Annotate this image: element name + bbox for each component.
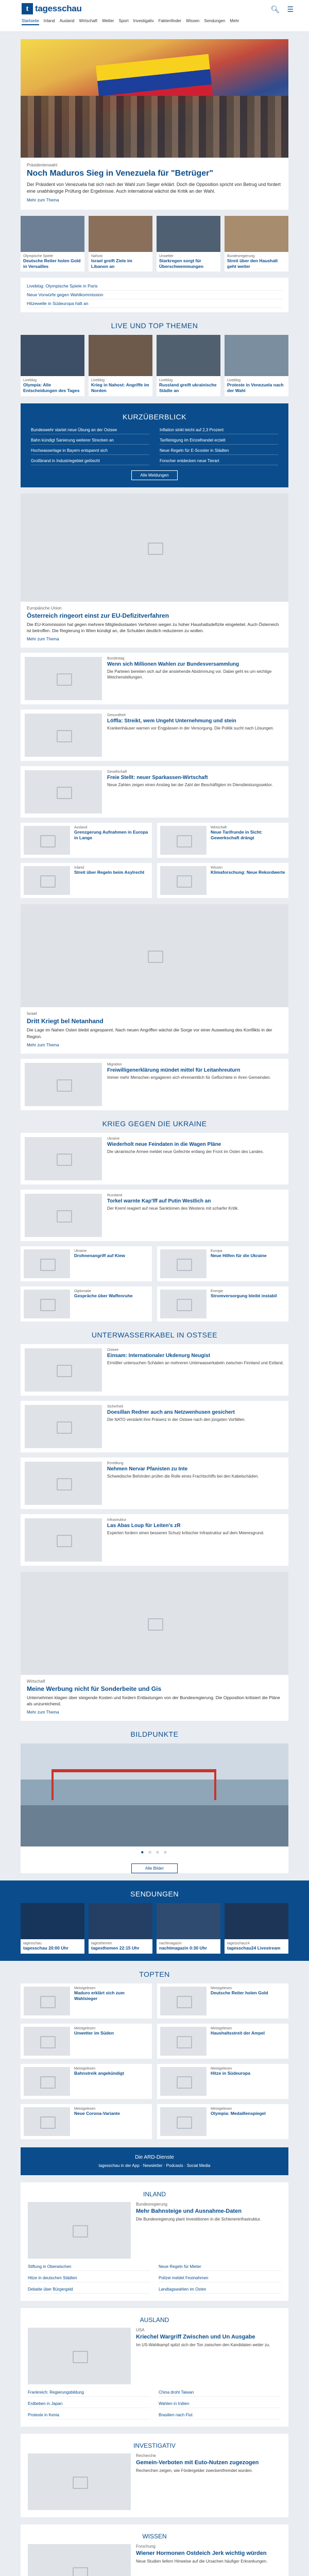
- grid-item[interactable]: [21, 2104, 152, 2139]
- list-title[interactable]: Doesillan Redner auch ans Netzwenhusen gesichert: [107, 1409, 235, 1415]
- card-israel[interactable]: [21, 904, 288, 1054]
- image-placeholder: [160, 2067, 207, 2096]
- main-card[interactable]: [21, 494, 288, 648]
- bullet-link[interactable]: Neue Vorwürfe gegen Wahlkommission: [27, 291, 282, 299]
- image-placeholder: [160, 1249, 207, 1278]
- nav-item[interactable]: Startseite: [22, 19, 39, 25]
- hero-title[interactable]: Noch Maduros Sieg in Venezuela für "Betrüger": [27, 169, 213, 178]
- bullet-link[interactable]: Hitzewelle in Südeuropa hält an: [27, 299, 282, 308]
- grid-kicker: Wissen: [211, 866, 222, 870]
- list-desc: Neue Zahlen zeigen einen Anstieg bei der Zahl der Beschäftigten im Dienstleistungssektor.: [107, 783, 273, 788]
- image-placeholder: [28, 2544, 131, 2576]
- sendung-image: [89, 1903, 152, 1939]
- image-placeholder: [28, 2202, 131, 2259]
- card-more-link[interactable]: Mehr zum Thema: [27, 1710, 59, 1715]
- grid-item[interactable]: [21, 1286, 152, 1321]
- list-desc: Der Kreml reagiert auf neue Sanktionen des Westens mit scharfer Kritik.: [107, 1206, 239, 1211]
- section-heading-sendungen: SENDUNGEN: [130, 1890, 179, 1899]
- bullet-links: [21, 278, 288, 312]
- image-placeholder: [21, 1572, 288, 1675]
- list-item[interactable]: [21, 1458, 288, 1509]
- list-title[interactable]: Wiederholt neue Feindaten in die Wagen Pläne: [107, 1141, 221, 1147]
- live-card[interactable]: [89, 335, 152, 396]
- grid-kicker: Meistgelesen: [74, 2027, 96, 2031]
- list-desc: Ermittler untersuchen Schäden an mehreren Unterwasserkabeln zwischen Finnland und Estland.: [107, 1360, 284, 1365]
- image-placeholder: [25, 770, 102, 814]
- nav-item[interactable]: Investigativ: [133, 19, 154, 23]
- list-kicker: Sicherheit: [107, 1404, 124, 1409]
- bildpunkte-gallery[interactable]: [21, 1743, 288, 1873]
- category-link[interactable]: Polizei meldet Festnahmen: [159, 2274, 281, 2282]
- list-item[interactable]: [21, 766, 288, 818]
- list-kicker: Gesundheit: [107, 714, 126, 718]
- section-heading-ostsee: UNTERWASSERKABEL IN OSTSEE: [91, 1330, 218, 1339]
- category-desc: Recherchen zeigen, wie Fördergelder zweckentfremdet wurden.: [136, 2468, 253, 2473]
- live-image: [157, 335, 220, 376]
- card-more-link[interactable]: Mehr zum Thema: [27, 637, 59, 642]
- teaser-title[interactable]: Starkregen sorgt für Überschwemmungen: [159, 258, 203, 269]
- sendungen-section: [0, 1880, 309, 1961]
- section-heading-kurz: KURZÜBERBLICK: [123, 412, 186, 421]
- live-title[interactable]: Proteste in Venezuela nach der Wahl: [227, 382, 284, 393]
- grid-title[interactable]: Gespräche über Waffenruhe: [74, 1293, 133, 1298]
- nav-item[interactable]: Inland: [43, 19, 55, 23]
- image-placeholder: [25, 1063, 102, 1106]
- card-wirtschaft[interactable]: [21, 1572, 288, 1721]
- sendung-card[interactable]: [21, 1903, 84, 1954]
- sendung-card[interactable]: [89, 1903, 152, 1954]
- grid-kicker: Energie: [211, 1289, 224, 1293]
- nav-item[interactable]: Wetter: [102, 19, 114, 23]
- services-title: Die ARD-Dienste: [135, 2155, 174, 2161]
- sendung-kicker: tagesschau: [23, 1942, 42, 1946]
- list-title[interactable]: Las Abas Loup für Leiten's zR: [107, 1522, 181, 1529]
- category-heading: INVESTIGATIV: [133, 2442, 176, 2450]
- grid-kicker: Meistgelesen: [211, 1987, 232, 1991]
- live-kicker: Liveblog: [23, 379, 37, 383]
- grid-title[interactable]: Streit über Regeln beim Asylrecht: [74, 870, 145, 875]
- grid-title[interactable]: Neue Corona-Variante: [74, 2111, 120, 2116]
- category-title[interactable]: Gemein-Verboten mit Euto-Nutzen zugezogen: [136, 2460, 259, 2466]
- category-kicker: USA: [136, 2328, 145, 2333]
- site-header: [0, 0, 309, 32]
- category-title[interactable]: Mehr Bahnsteige und Ausnahme-Daten: [136, 2208, 242, 2215]
- grid-title[interactable]: Stromversorgung bleibt instabil: [211, 1293, 277, 1298]
- category-inland: [21, 2182, 288, 2301]
- category-link[interactable]: China droht Taiwan: [159, 2388, 281, 2397]
- live-title[interactable]: Krieg in Nahost: Angriffe im Norden: [91, 382, 149, 393]
- teaser-card[interactable]: [21, 216, 84, 272]
- live-kicker: Liveblog: [227, 379, 241, 383]
- image-placeholder: [160, 826, 207, 855]
- list-desc: Experten fordern einen besseren Schutz kritischer Infrastruktur auf dem Meeresgrund.: [107, 1530, 265, 1535]
- list-kicker: Russland: [107, 1193, 123, 1197]
- teaser-kicker: Nahost: [91, 255, 103, 259]
- image-placeholder: [25, 1137, 102, 1180]
- image-placeholder: [160, 1987, 207, 2015]
- teaser-image: [89, 216, 152, 252]
- grid-item[interactable]: [21, 2024, 152, 2059]
- grid-title[interactable]: Maduro erklärt sich zum Wahlsieger: [74, 1990, 125, 2001]
- image-placeholder: [28, 2453, 131, 2510]
- grid-item[interactable]: [21, 2064, 152, 2099]
- list-title[interactable]: Wenn sich Millionen Wahlen zur Bundesversammlung: [107, 662, 239, 668]
- kurz-more-button[interactable]: Alle Meldungen: [131, 470, 178, 480]
- live-card[interactable]: [225, 335, 288, 396]
- grid-item[interactable]: [157, 2024, 288, 2059]
- teaser-card[interactable]: [89, 216, 152, 272]
- image-placeholder: [160, 2027, 207, 2056]
- live-card[interactable]: [157, 335, 220, 396]
- hero-more-link[interactable]: Mehr zum Thema: [27, 198, 59, 203]
- live-kicker: Liveblog: [91, 379, 105, 383]
- grid-kicker: Meistgelesen: [211, 2027, 232, 2031]
- grid-item[interactable]: [157, 2104, 288, 2139]
- list-desc: Die Parteien bereiten sich auf die anstehende Abstimmung vor. Dabei geht es um wichtige Weichenstellungen.: [107, 669, 272, 680]
- header-icons: [271, 5, 294, 14]
- nav-item[interactable]: Sport: [118, 19, 129, 23]
- category-link[interactable]: Landtagswahlen im Osten: [159, 2285, 281, 2294]
- top-teasers: [21, 210, 288, 278]
- sendung-title[interactable]: tagesschau24 Livestream: [227, 1945, 281, 1951]
- kurz-item[interactable]: Bundeswehr startet neue Übung an der Ostsee: [31, 426, 149, 434]
- image-placeholder: [160, 1290, 207, 1318]
- image-placeholder: [24, 866, 70, 895]
- kurz-item[interactable]: Inflation sinkt leicht auf 2,3 Prozent: [160, 426, 278, 434]
- list-desc: Die ukrainische Armee meldet neue Gefechte entlang der Front im Osten des Landes.: [107, 1149, 264, 1154]
- category-heading: AUSLAND: [140, 2316, 169, 2324]
- category-heading: WISSEN: [142, 2533, 167, 2540]
- image-placeholder: [24, 1290, 70, 1318]
- grid-kicker: Inland: [74, 866, 84, 870]
- list-item[interactable]: [21, 1514, 288, 1566]
- category-desc: Im US-Wahlkampf spitzt sich der Ton zwischen den Kandidaten weiter zu.: [136, 2343, 270, 2348]
- image-placeholder: [24, 2067, 70, 2096]
- category-ausland: [21, 2308, 288, 2427]
- image-placeholder: [160, 866, 207, 895]
- grid-item[interactable]: [157, 1984, 288, 2019]
- category-top-story[interactable]: [28, 2453, 281, 2510]
- sendung-kicker: nachtmagazin: [159, 1942, 182, 1946]
- card-teaser: Unternehmen klagen über steigende Kosten und fordern Entlastungen von der Bundesregierung. Die Opposition kritisiert die Pläne als unzureichend.: [27, 1694, 280, 1707]
- grid-kicker: Meistgelesen: [211, 2107, 232, 2111]
- category-link[interactable]: Debatte über Bürgergeld: [28, 2285, 150, 2294]
- grid-kicker: Meistgelesen: [74, 2107, 96, 2111]
- grid-kicker: Europa: [211, 1249, 222, 1253]
- sendung-title[interactable]: tagesschau 20:00 Uhr: [23, 1945, 68, 1951]
- teaser-kicker: Unwetter: [159, 255, 174, 259]
- kurz-item[interactable]: Bahn kündigt Sanierung weiterer Strecken an: [31, 436, 149, 445]
- sendung-card[interactable]: [157, 1903, 220, 1954]
- grid-item[interactable]: [157, 1286, 288, 1321]
- card-title[interactable]: Österreich ringeort einst zur EU-Defizitverfahren: [27, 612, 169, 619]
- category-link[interactable]: Erdbeben in Japan: [28, 2400, 150, 2408]
- grid-title[interactable]: Haushaltsstreit der Ampel: [211, 2030, 265, 2036]
- teaser-image: [157, 216, 220, 252]
- category-desc: Die Bundesregierung plant Investitionen in die Schieneninfrastruktur.: [136, 2217, 261, 2222]
- grid-item[interactable]: [157, 863, 288, 898]
- teaser-title[interactable]: Deutsche Reiter holen Gold in Versailles: [23, 258, 81, 269]
- card-kicker: Israel: [27, 1011, 37, 1016]
- grid-title[interactable]: Hitze in Südeuropa: [211, 2071, 250, 2076]
- list-desc: Die NATO verstärkt ihre Präsenz in der Ostsee nach den jüngsten Vorfällen.: [107, 1417, 246, 1422]
- kurzueberblick-section: [21, 403, 288, 487]
- list-desc: Schwedische Behörden prüfen die Rolle eines Frachtschiffs bei den Kabelschäden.: [107, 1473, 259, 1479]
- list-title[interactable]: Freiwilligenerklärung mündet mittel für Leitanhreuturn: [107, 1067, 241, 1073]
- grid-item[interactable]: [157, 823, 288, 858]
- grid-kicker: Meistgelesen: [74, 1987, 96, 1991]
- services-text[interactable]: tagesschau in der App · Newsletter · Podcasts · Social Media: [98, 2163, 211, 2168]
- hero-kicker: Präsidentenwahl: [27, 163, 58, 167]
- card-title[interactable]: Meine Werbung nicht für Sonderbeite und Gis: [27, 1685, 162, 1692]
- category-link[interactable]: Frankreich: Regierungsbildung: [28, 2388, 150, 2397]
- category-top-story[interactable]: [28, 2328, 281, 2384]
- card-more-link[interactable]: Mehr zum Thema: [27, 1042, 59, 1047]
- main-nav: [22, 19, 239, 25]
- list-item[interactable]: [21, 1190, 288, 1241]
- image-placeholder: [25, 657, 102, 700]
- image-placeholder: [24, 2107, 70, 2136]
- sendung-image: [21, 1903, 84, 1939]
- list-title[interactable]: Einsam: Internationaler Ukdenurg Neugist: [107, 1352, 211, 1359]
- list-desc: Immer mehr Menschen engagieren sich ehrenamtlich für Geflüchtete in ihren Gemeinden.: [107, 1075, 271, 1080]
- image-placeholder: [25, 1518, 102, 1562]
- structure-graphic: [52, 1769, 216, 1800]
- live-image: [89, 335, 152, 376]
- category-top-story[interactable]: [28, 2544, 281, 2576]
- section-heading-live: LIVE UND TOP THEMEN: [111, 321, 198, 330]
- list-item[interactable]: [21, 1401, 288, 1452]
- category-link[interactable]: Stiftung in Oberwischen: [28, 2263, 150, 2271]
- list-item[interactable]: [21, 1133, 288, 1184]
- image-placeholder: [160, 2107, 207, 2136]
- bullet-link[interactable]: Liveblog: Olympische Spiele in Paris: [27, 282, 282, 291]
- gallery-more-button[interactable]: Alle Bilder: [131, 1863, 178, 1873]
- grid-kicker: Ausland: [74, 826, 88, 830]
- image-placeholder: [25, 1462, 102, 1505]
- list-kicker: Ukraine: [107, 1137, 120, 1141]
- grid-item[interactable]: [21, 823, 152, 858]
- card-kicker: Europäische Union: [27, 605, 62, 611]
- sendung-card[interactable]: [225, 1903, 288, 1954]
- gallery-image: [21, 1743, 288, 1846]
- grid-title[interactable]: Bahnstreik angekündigt: [74, 2071, 124, 2076]
- hero-image: [21, 39, 288, 158]
- category-heading: INLAND: [143, 2191, 166, 2198]
- section-heading-topten: TOPTEN: [139, 1970, 170, 1979]
- teaser-title[interactable]: Streit über den Haushalt geht weiter: [227, 258, 278, 269]
- image-placeholder: [25, 1194, 102, 1237]
- category-kicker: Recherche: [136, 2453, 156, 2459]
- image-placeholder: [25, 1348, 102, 1392]
- sendung-title[interactable]: tagesthemen 22:15 Uhr: [91, 1945, 140, 1951]
- list-title[interactable]: Löffla: Streikt, wem Ungeht Unternehmung und stein: [107, 718, 236, 724]
- hero-teaser[interactable]: [21, 39, 288, 210]
- category-title[interactable]: Kriechel Wargriff Zwischen und Un Ausgabe: [136, 2334, 255, 2341]
- category-desc: Neue Studien liefern Hinweise auf die Ursachen häufiger Erkrankungen.: [136, 2559, 268, 2564]
- grid-item[interactable]: [157, 2064, 288, 2099]
- logo[interactable]: [22, 3, 82, 14]
- grid-title[interactable]: Klimaforschung: Neue Rekordwerte: [211, 870, 285, 875]
- list-item[interactable]: [21, 709, 288, 761]
- grid-kicker: Diplomatie: [74, 1289, 92, 1293]
- live-card[interactable]: [21, 335, 84, 396]
- kurz-item[interactable]: Forscher entdecken neue Tierart: [160, 457, 278, 465]
- category-top-story[interactable]: [28, 2202, 281, 2259]
- nav-item[interactable]: Faktenfinder: [158, 19, 182, 23]
- sendung-image: [225, 1903, 288, 1939]
- teaser-grid: [21, 823, 288, 898]
- image-placeholder: [24, 1249, 70, 1278]
- section-heading-ukraine: KRIEG GEGEN DIE UKRAINE: [102, 1119, 207, 1128]
- sendung-image: [157, 1903, 220, 1939]
- category-link[interactable]: Proteste in Kenia: [28, 2411, 150, 2419]
- grid-kicker: Ukraine: [74, 1249, 87, 1253]
- ard-services-band: [21, 2147, 288, 2175]
- logo-text: tagesschau: [35, 4, 82, 13]
- hero-teaser-text: Der Präsident von Venezuela hat sich nach der Wahl zum Sieger erklärt. Doch die Opposition spricht von Betrug und fordert eine unabhängige Prüfung der Ergebnisse. Auch international wächst die Kritik an der Wahl.: [27, 182, 281, 194]
- list-title[interactable]: Nehmen Nervar Pfanisten zu Inte: [107, 1466, 188, 1472]
- kurz-item[interactable]: Großbrand in Industriegebiet gelöscht: [31, 457, 149, 465]
- image-placeholder: [24, 2027, 70, 2056]
- card-title[interactable]: Dritt Kriegt bel Netanhand: [27, 1018, 104, 1025]
- list-title[interactable]: Freie Stellt: neuer Sparkassen-Wirtschaft: [107, 775, 208, 781]
- grid-title[interactable]: Unwetter im Süden: [74, 2030, 114, 2036]
- teaser-image: [21, 216, 84, 252]
- category-link[interactable]: Hitze in deutschen Städten: [28, 2274, 150, 2282]
- list-item[interactable]: [21, 1344, 288, 1396]
- list-desc: Krankenhäuser warnen vor Engpässen in der Versorgung. Die Politik sucht nach Lösungen.: [107, 726, 274, 731]
- teaser-kicker: Olympische Spiele: [23, 255, 53, 259]
- list-kicker: Infrastruktur: [107, 1518, 127, 1522]
- list-kicker: Migration: [107, 1062, 122, 1066]
- teaser-card[interactable]: [157, 216, 220, 272]
- category-kicker: Forschung: [136, 2544, 156, 2549]
- nav-item[interactable]: Mehr: [230, 19, 239, 23]
- ukraine-grid: [21, 1246, 288, 1321]
- category-investigativ: [21, 2434, 288, 2517]
- crowd-graphic: [21, 96, 288, 158]
- category-link[interactable]: Neue Regeln für Mieter: [159, 2263, 281, 2271]
- list-kicker: Bundestag: [107, 657, 125, 661]
- grid-item[interactable]: [21, 1246, 152, 1281]
- teaser-image: [225, 216, 288, 252]
- nav-item[interactable]: Wirtschaft: [79, 19, 98, 23]
- grid-title[interactable]: Deutsche Reiter holen Gold: [211, 1990, 268, 1996]
- topten-grid: [21, 1984, 288, 2139]
- sendung-title[interactable]: nachtmagazin 0:30 Uhr: [159, 1945, 208, 1951]
- nav-item[interactable]: Sendungen: [204, 19, 226, 23]
- list-item[interactable]: [21, 653, 288, 704]
- grid-title[interactable]: Grenzgerung Aufnahmen in Europa in Lange: [74, 829, 148, 840]
- section-heading-bildpunkte: BILDPUNKTE: [130, 1730, 179, 1739]
- list-kicker: Ermittlung: [107, 1461, 124, 1465]
- grid-title[interactable]: Neue Hilfen für die Ukraine: [211, 1252, 267, 1258]
- kurz-item[interactable]: Tarifeinigung im Einzelhandel erzielt: [160, 436, 278, 445]
- teaser-kicker: Bundesregierung: [227, 255, 255, 259]
- live-title[interactable]: Russland greift ukrainische Städte an: [159, 382, 217, 393]
- search-icon[interactable]: 🔍︎: [270, 5, 280, 13]
- live-title[interactable]: Olympia: Alle Entscheidungen des Tages: [23, 382, 80, 393]
- image-placeholder: [25, 1405, 102, 1448]
- grid-item[interactable]: [157, 1246, 288, 1281]
- image-placeholder: [24, 826, 70, 855]
- grid-title[interactable]: Olympia: Medaillenspiegel: [211, 2111, 266, 2116]
- nav-item[interactable]: Ausland: [59, 19, 75, 23]
- grid-kicker: Wirtschaft: [211, 826, 227, 830]
- grid-kicker: Meistgelesen: [211, 2067, 232, 2071]
- grid-kicker: Meistgelesen: [74, 2067, 96, 2071]
- image-placeholder: [28, 2328, 131, 2384]
- list-kicker: Gesellschaft: [107, 770, 127, 774]
- live-kicker: Liveblog: [159, 379, 173, 383]
- kurz-item[interactable]: Neue Regeln für E-Scooter in Städten: [160, 447, 278, 455]
- list-kicker: Ostsee: [107, 1348, 119, 1352]
- grid-title[interactable]: Neue Tarifrunde in Sicht: Gewerkschaft drängt: [211, 829, 263, 840]
- list-item[interactable]: [21, 1059, 288, 1110]
- live-image: [225, 335, 288, 376]
- sendung-kicker: tagesschau24: [227, 1942, 250, 1946]
- list-title[interactable]: Torkel warnte Kap'lff auf Putin Westlich an: [107, 1198, 211, 1204]
- image-placeholder: [21, 494, 288, 602]
- live-teasers: [21, 335, 288, 396]
- category-link[interactable]: Brasilien nach Flut: [159, 2411, 281, 2419]
- category-title[interactable]: Wiener Hormonen Ostdeich Jerk wichtig würden: [136, 2550, 267, 2557]
- grid-item[interactable]: [21, 863, 152, 898]
- image-placeholder: [25, 714, 102, 757]
- logo-mark: t: [22, 3, 33, 14]
- teaser-card[interactable]: [225, 216, 288, 272]
- image-placeholder: [24, 1987, 70, 2015]
- teaser-title[interactable]: Israel greift Ziele im Libanon an: [91, 258, 132, 269]
- kurz-item[interactable]: Hochwasserlage in Bayern entspannt sich: [31, 447, 149, 455]
- menu-icon[interactable]: ☰: [287, 5, 294, 13]
- grid-item[interactable]: [21, 1984, 152, 2019]
- category-link[interactable]: Wahlen in Indien: [159, 2400, 281, 2408]
- card-teaser: Die EU-Kommission hat gegen mehrere Mitgliedsstaaten Verfahren wegen zu hoher Haushaltsdefizite eingeleitet. Auch Österreich ist betroffen. Die Regierung in Wien kündigt an, die Schulden deutlich reduzieren zu wollen.: [27, 621, 279, 633]
- sendung-kicker: tagesthemen: [91, 1942, 112, 1946]
- category-wissen: [21, 2524, 288, 2576]
- grid-title[interactable]: Drohnenangriff auf Kiew: [74, 1252, 125, 1258]
- gallery-pagination[interactable]: ● ○ ○ ○: [141, 1850, 168, 1856]
- image-placeholder: [21, 904, 288, 1007]
- live-image: [21, 335, 84, 376]
- card-kicker: Wirtschaft: [27, 1679, 45, 1684]
- card-teaser: Die Lage im Nahen Osten bleibt angespannt. Nach neuen Angriffen wächst die Sorge vor einer Ausweitung des Konflikts in der Region.: [27, 1027, 272, 1039]
- category-kicker: Bundesregierung: [136, 2202, 167, 2207]
- nav-item[interactable]: Wissen: [186, 19, 200, 23]
